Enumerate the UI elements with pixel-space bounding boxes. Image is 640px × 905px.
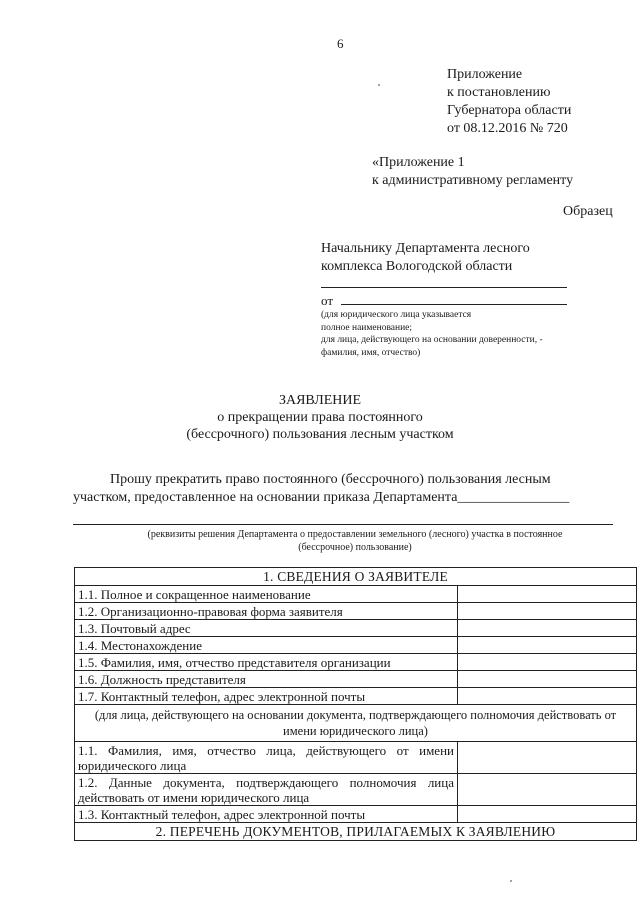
row-value-cell[interactable] bbox=[458, 620, 637, 637]
row-value-cell[interactable] bbox=[458, 586, 637, 603]
appendix-line: Губернатора области bbox=[447, 103, 572, 118]
document-title bbox=[0, 392, 640, 443]
addressee-line: комплекса Вологодской области bbox=[321, 259, 513, 274]
row-label: 1.3. Контактный телефон, адрес электронной почты bbox=[75, 806, 458, 823]
section-heading-row bbox=[75, 568, 637, 586]
appendix-line: Приложение bbox=[447, 67, 523, 82]
requisites-hint-line: (бессрочное) пользование) bbox=[298, 542, 412, 553]
row-label: 1.4. Местонахождение bbox=[75, 637, 458, 654]
table-row bbox=[75, 742, 637, 774]
row-label: 1.1. Фамилия, имя, отчество лица, действующего от имени юридического лица bbox=[75, 742, 458, 774]
addressee-block bbox=[321, 240, 530, 276]
table-row bbox=[75, 688, 637, 705]
table-row bbox=[75, 586, 637, 603]
scan-speck bbox=[378, 84, 380, 86]
title-line: ЗАЯВЛЕНИЕ bbox=[278, 393, 362, 408]
title-line: о прекращении права постоянного bbox=[217, 410, 423, 425]
table-row bbox=[75, 671, 637, 688]
row-label: 1.2. Данные документа, подтверждающего полномочия лица действовать от имени юридического лица bbox=[75, 774, 458, 806]
subheading-row bbox=[75, 705, 637, 742]
row-value-cell[interactable] bbox=[458, 774, 637, 806]
row-label: 1.7. Контактный телефон, адрес электронной почты bbox=[75, 688, 458, 705]
row-label: 1.3. Почтовый адрес bbox=[75, 620, 458, 637]
scan-speck bbox=[510, 880, 512, 882]
section1-heading: 1. СВЕДЕНИЯ О ЗАЯВИТЕЛЕ bbox=[75, 568, 637, 586]
table-row bbox=[75, 654, 637, 671]
row-value-cell[interactable] bbox=[458, 806, 637, 823]
from-label: от bbox=[321, 293, 334, 308]
regulation-line: «Приложение 1 bbox=[372, 155, 465, 170]
table-row bbox=[75, 806, 637, 823]
row-value-cell[interactable] bbox=[458, 603, 637, 620]
appendix-line: от 08.12.2016 № 720 bbox=[447, 121, 568, 136]
from-hint-line: для лица, действующего на основании доверенности, - bbox=[321, 335, 543, 345]
row-value-cell[interactable] bbox=[458, 688, 637, 705]
body-line-2: участком, предоставленное на основании приказа Департамента________________ bbox=[73, 490, 570, 505]
row-value-cell[interactable] bbox=[458, 742, 637, 774]
section-heading-row bbox=[75, 823, 637, 841]
row-label: 1.5. Фамилия, имя, отчество представителя организации bbox=[75, 654, 458, 671]
table-row bbox=[75, 774, 637, 806]
page-number: 6 bbox=[337, 36, 344, 51]
table-row bbox=[75, 620, 637, 637]
applicant-info-table bbox=[74, 567, 637, 841]
table-row bbox=[75, 603, 637, 620]
row-label: 1.1. Полное и сокращенное наименование bbox=[75, 586, 458, 603]
from-hint bbox=[321, 309, 543, 359]
addressee-line: Начальнику Департамента лесного bbox=[321, 241, 530, 256]
row-value-cell[interactable] bbox=[458, 654, 637, 671]
appendix-line: к постановлению bbox=[447, 85, 551, 100]
requisites-hint-line: (реквизиты решения Департамента о предоставлении земельного (лесного) участка в постоянное bbox=[147, 529, 563, 540]
from-blank-line[interactable] bbox=[341, 304, 567, 305]
from-hint-line: фамилия, имя, отчество) bbox=[321, 347, 421, 358]
row-label: 1.2. Организационно-правовая форма заявителя bbox=[75, 603, 458, 620]
table-row bbox=[75, 637, 637, 654]
title-line: (бессрочного) пользования лесным участком bbox=[186, 427, 454, 442]
row-value-cell[interactable] bbox=[458, 671, 637, 688]
regulation-line: к административному регламенту bbox=[372, 173, 574, 188]
section2-heading: 2. ПЕРЕЧЕНЬ ДОКУМЕНТОВ, ПРИЛАГАЕМЫХ К ЗАЯВЛЕНИЮ bbox=[75, 823, 637, 841]
regulation-header bbox=[372, 154, 573, 190]
addressee-blank-line[interactable] bbox=[321, 287, 567, 288]
from-hint-line: (для юридического лица указывается bbox=[321, 310, 472, 320]
row-label: 1.6. Должность представителя bbox=[75, 671, 458, 688]
from-hint-line: полное наименование; bbox=[321, 322, 413, 333]
body-line-1: Прошу прекратить право постоянного (бессрочного) пользования лесным bbox=[110, 472, 551, 487]
requisites-hint bbox=[60, 528, 640, 554]
row-value-cell[interactable] bbox=[458, 637, 637, 654]
requisites-blank-line[interactable] bbox=[73, 524, 613, 525]
appendix-header bbox=[447, 66, 571, 138]
sample-label: Образец bbox=[563, 204, 613, 219]
section1-subheading: (для лица, действующего на основании документа, подтверждающего полномочия действовать от имени юридического лица) bbox=[75, 705, 637, 742]
